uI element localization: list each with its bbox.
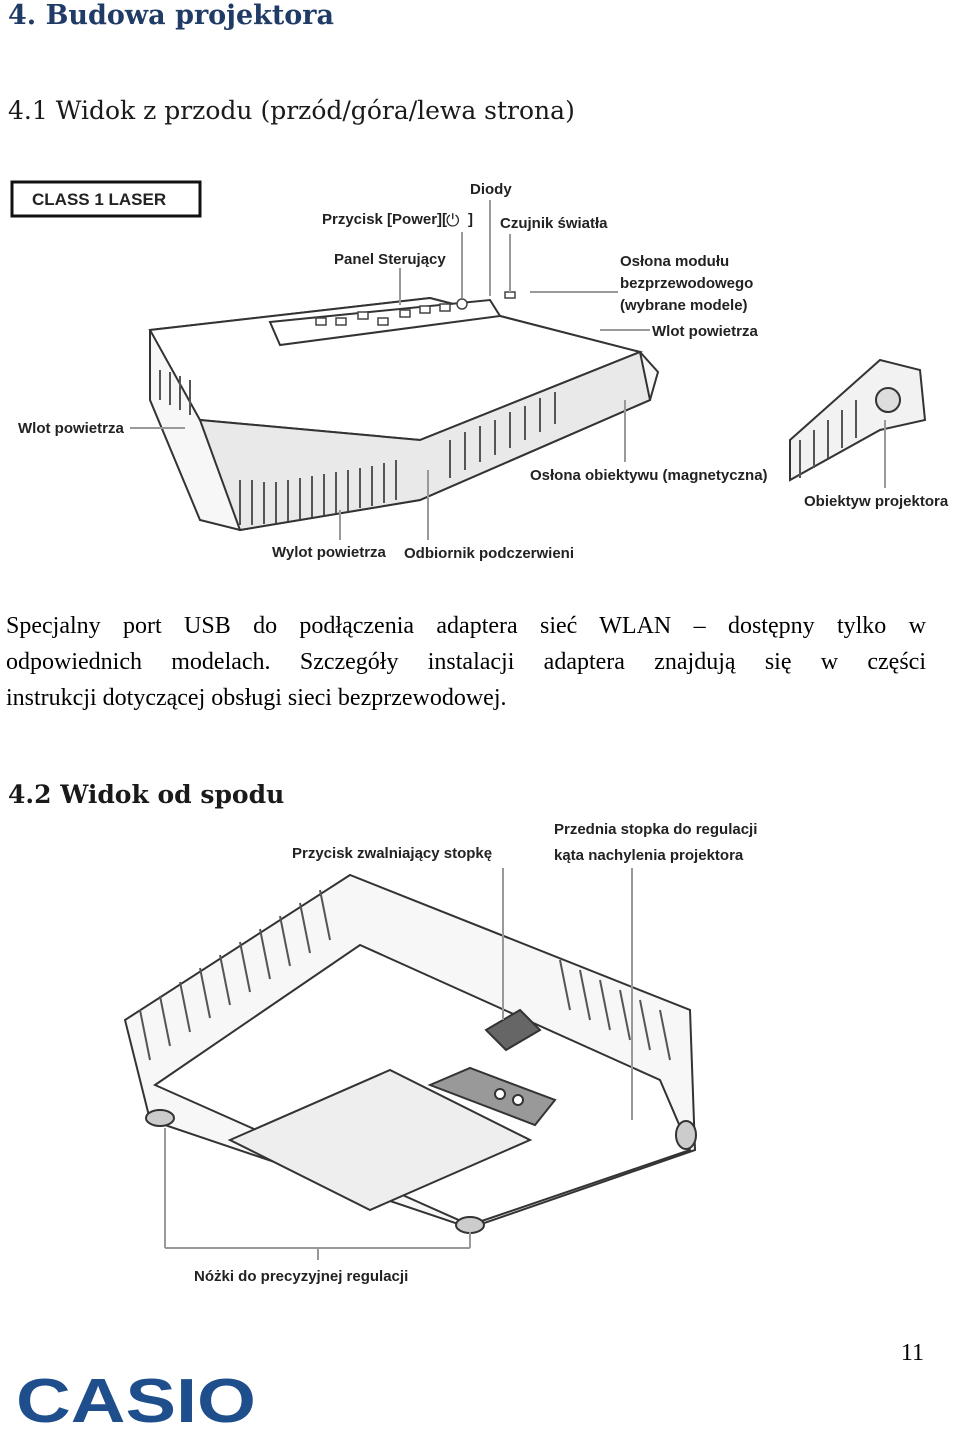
section-title: 4. Budowa projektora [8, 0, 335, 31]
description-paragraph [6, 608, 926, 716]
label-lens-cover: Osłona obiektywu (magnetyczna) [530, 467, 768, 484]
label-control-panel: Panel Sterujący [334, 251, 446, 268]
page-number: 11 [900, 1340, 924, 1366]
bottom-view-heading: 4.2 Widok od spodu [8, 780, 285, 809]
label-air-inlet-left: Wlot powietrza [18, 420, 124, 437]
label-wireless-cover-3: (wybrane modele) [620, 297, 748, 314]
label-power-close: ] [468, 211, 473, 228]
description-line-3: instrukcji dotyczącej obsługi sieci bezprzewodowej. [6, 685, 507, 711]
description-line-2: odpowiednich modelach. Szczegóły instalacji adaptera znajdują się w części [6, 649, 926, 675]
projector-bottom-illustration [125, 875, 696, 1233]
laser-badge-text: CLASS 1 LASER [32, 190, 167, 209]
casio-logo-text: CASIO [16, 1372, 256, 1428]
label-wireless-cover-1: Osłona modułu [620, 253, 730, 270]
label-power-button: Przycisk [Power][ [322, 211, 448, 228]
label-front-foot-2: kąta nachylenia projektora [554, 847, 744, 864]
label-lens: Obiektyw projektora [804, 493, 949, 510]
label-air-inlet-right: Wlot powietrza [652, 323, 758, 340]
description-line-1: Specjalny port USB do podłączenia adaptera sieć WLAN – dostępny tylko w [6, 613, 926, 639]
label-wireless-cover-2: bezprzewodowego [620, 275, 754, 292]
label-front-foot-1: Przednia stopka do regulacji [554, 821, 758, 838]
label-light-sensor: Czujnik światła [500, 215, 608, 232]
bottom-view-diagram [0, 815, 960, 1295]
label-feet: Nóżki do precyzyjnej regulacji [194, 1268, 409, 1285]
label-ir-receiver: Odbiornik podczerwieni [404, 545, 575, 562]
label-diodes: Diody [470, 181, 512, 198]
label-air-outlet: Wylot powietrza [272, 544, 386, 561]
label-foot-release: Przycisk zwalniający stopkę [292, 845, 493, 862]
front-view-diagram [0, 170, 960, 570]
power-icon: ⏻ [446, 211, 460, 231]
casio-logo [14, 1372, 274, 1428]
front-view-heading: 4.1 Widok z przodu (przód/góra/lewa strona) [8, 96, 575, 125]
